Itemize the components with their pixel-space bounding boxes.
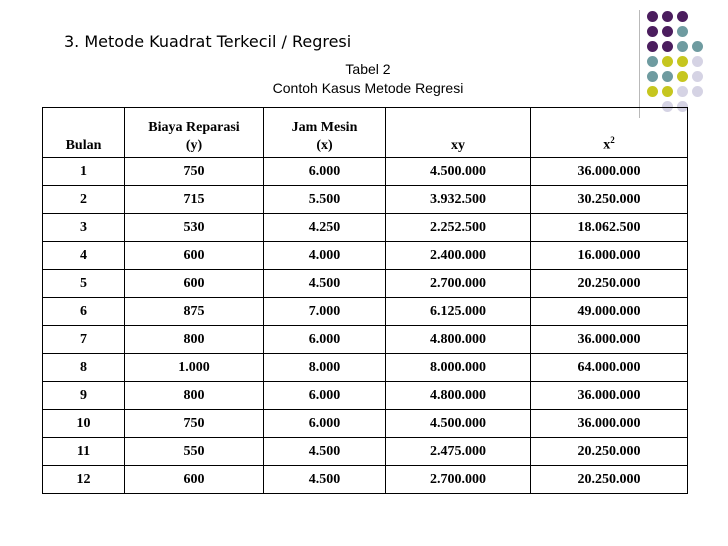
cell-xy: 4.800.000 bbox=[386, 326, 531, 354]
cell-bulan: 4 bbox=[43, 242, 125, 270]
cell-biaya: 600 bbox=[125, 242, 264, 270]
cell-biaya: 800 bbox=[125, 326, 264, 354]
cell-biaya: 750 bbox=[125, 158, 264, 186]
cell-xy: 2.400.000 bbox=[386, 242, 531, 270]
decorative-dot bbox=[677, 86, 688, 97]
cell-xy: 4.500.000 bbox=[386, 158, 531, 186]
header-x-squared bbox=[531, 108, 688, 158]
table-header-row bbox=[43, 108, 688, 158]
header-biaya-reparasi bbox=[125, 108, 264, 158]
cell-xy: 2.700.000 bbox=[386, 270, 531, 298]
cell-x-squared: 20.250.000 bbox=[531, 438, 688, 466]
decorative-dot bbox=[692, 41, 703, 52]
cell-jam: 4.500 bbox=[264, 438, 386, 466]
decorative-dot bbox=[677, 71, 688, 82]
cell-jam: 4.000 bbox=[264, 242, 386, 270]
header-jam-symbol: (x) bbox=[316, 137, 333, 153]
decorative-dot bbox=[647, 26, 658, 37]
cell-bulan: 1 bbox=[43, 158, 125, 186]
cell-bulan: 7 bbox=[43, 326, 125, 354]
cell-bulan: 8 bbox=[43, 354, 125, 382]
table-row bbox=[43, 270, 688, 298]
table-row bbox=[43, 158, 688, 186]
cell-bulan: 12 bbox=[43, 466, 125, 494]
header-jam-label: Jam Mesin bbox=[291, 120, 358, 135]
cell-biaya: 750 bbox=[125, 410, 264, 438]
cell-biaya: 715 bbox=[125, 186, 264, 214]
cell-x-squared: 20.250.000 bbox=[531, 270, 688, 298]
cell-jam: 6.000 bbox=[264, 410, 386, 438]
cell-x-squared: 18.062.500 bbox=[531, 214, 688, 242]
decorative-dot bbox=[662, 56, 673, 67]
header-x-squared-base: x bbox=[603, 137, 611, 153]
table-row bbox=[43, 214, 688, 242]
decorative-dot bbox=[662, 41, 673, 52]
decorative-dot bbox=[662, 71, 673, 82]
table-row bbox=[43, 186, 688, 214]
cell-x-squared: 64.000.000 bbox=[531, 354, 688, 382]
header-xy: xy bbox=[386, 108, 531, 158]
decorative-dot bbox=[647, 11, 658, 22]
cell-x-squared: 36.000.000 bbox=[531, 382, 688, 410]
table-row bbox=[43, 410, 688, 438]
cell-xy: 4.500.000 bbox=[386, 410, 531, 438]
table-row bbox=[43, 438, 688, 466]
cell-biaya: 875 bbox=[125, 298, 264, 326]
cell-biaya: 600 bbox=[125, 466, 264, 494]
table-caption-number: Tabel 2 bbox=[345, 61, 391, 77]
table-row bbox=[43, 242, 688, 270]
cell-jam: 6.000 bbox=[264, 326, 386, 354]
cell-biaya: 800 bbox=[125, 382, 264, 410]
table-row bbox=[43, 382, 688, 410]
table-row bbox=[43, 326, 688, 354]
cell-bulan: 5 bbox=[43, 270, 125, 298]
cell-x-squared: 16.000.000 bbox=[531, 242, 688, 270]
decorative-dot bbox=[662, 26, 673, 37]
decorative-dot bbox=[647, 71, 658, 82]
cell-xy: 2.252.500 bbox=[386, 214, 531, 242]
cell-xy: 8.000.000 bbox=[386, 354, 531, 382]
cell-bulan: 3 bbox=[43, 214, 125, 242]
cell-jam: 8.000 bbox=[264, 354, 386, 382]
cell-bulan: 6 bbox=[43, 298, 125, 326]
cell-xy: 4.800.000 bbox=[386, 382, 531, 410]
decorative-dot bbox=[692, 56, 703, 67]
cell-bulan: 10 bbox=[43, 410, 125, 438]
cell-jam: 5.500 bbox=[264, 186, 386, 214]
cell-xy: 2.700.000 bbox=[386, 466, 531, 494]
decorative-dot bbox=[692, 86, 703, 97]
table-row bbox=[43, 354, 688, 382]
slide-heading: 3. Metode Kuadrat Terkecil / Regresi bbox=[64, 32, 352, 51]
cell-xy: 3.932.500 bbox=[386, 186, 531, 214]
cell-x-squared: 30.250.000 bbox=[531, 186, 688, 214]
decorative-dot bbox=[677, 56, 688, 67]
cell-biaya: 600 bbox=[125, 270, 264, 298]
decorative-dot bbox=[647, 86, 658, 97]
table-row bbox=[43, 466, 688, 494]
decorative-dot bbox=[662, 86, 673, 97]
decorative-dot bbox=[692, 71, 703, 82]
cell-jam: 6.000 bbox=[264, 158, 386, 186]
cell-x-squared: 49.000.000 bbox=[531, 298, 688, 326]
cell-biaya: 530 bbox=[125, 214, 264, 242]
cell-jam: 4.250 bbox=[264, 214, 386, 242]
cell-jam: 4.500 bbox=[264, 270, 386, 298]
cell-xy: 6.125.000 bbox=[386, 298, 531, 326]
header-biaya-symbol: (y) bbox=[185, 137, 203, 153]
cell-jam: 7.000 bbox=[264, 298, 386, 326]
cell-bulan: 2 bbox=[43, 186, 125, 214]
header-jam-mesin bbox=[264, 108, 386, 158]
cell-x-squared: 36.000.000 bbox=[531, 410, 688, 438]
cell-x-squared: 36.000.000 bbox=[531, 158, 688, 186]
cell-biaya: 550 bbox=[125, 438, 264, 466]
cell-bulan: 11 bbox=[43, 438, 125, 466]
cell-xy: 2.475.000 bbox=[386, 438, 531, 466]
header-biaya-label: Biaya Reparasi bbox=[148, 120, 240, 135]
cell-jam: 4.500 bbox=[264, 466, 386, 494]
decorative-dot bbox=[647, 41, 658, 52]
decorative-dot bbox=[677, 11, 688, 22]
header-bulan: Bulan bbox=[43, 108, 125, 158]
regression-table bbox=[42, 107, 688, 494]
cell-biaya: 1.000 bbox=[125, 354, 264, 382]
cell-x-squared: 36.000.000 bbox=[531, 326, 688, 354]
decorative-dot bbox=[677, 41, 688, 52]
table-body bbox=[43, 158, 688, 494]
decorative-divider bbox=[639, 10, 640, 118]
cell-jam: 6.000 bbox=[264, 382, 386, 410]
cell-bulan: 9 bbox=[43, 382, 125, 410]
table-caption-title: Contoh Kasus Metode Regresi bbox=[272, 80, 464, 96]
table-row bbox=[43, 298, 688, 326]
decorative-dot bbox=[647, 56, 658, 67]
decorative-dot bbox=[677, 26, 688, 37]
decorative-dot bbox=[662, 11, 673, 22]
cell-x-squared: 20.250.000 bbox=[531, 466, 688, 494]
header-x-squared-exponent: 2 bbox=[610, 134, 615, 145]
